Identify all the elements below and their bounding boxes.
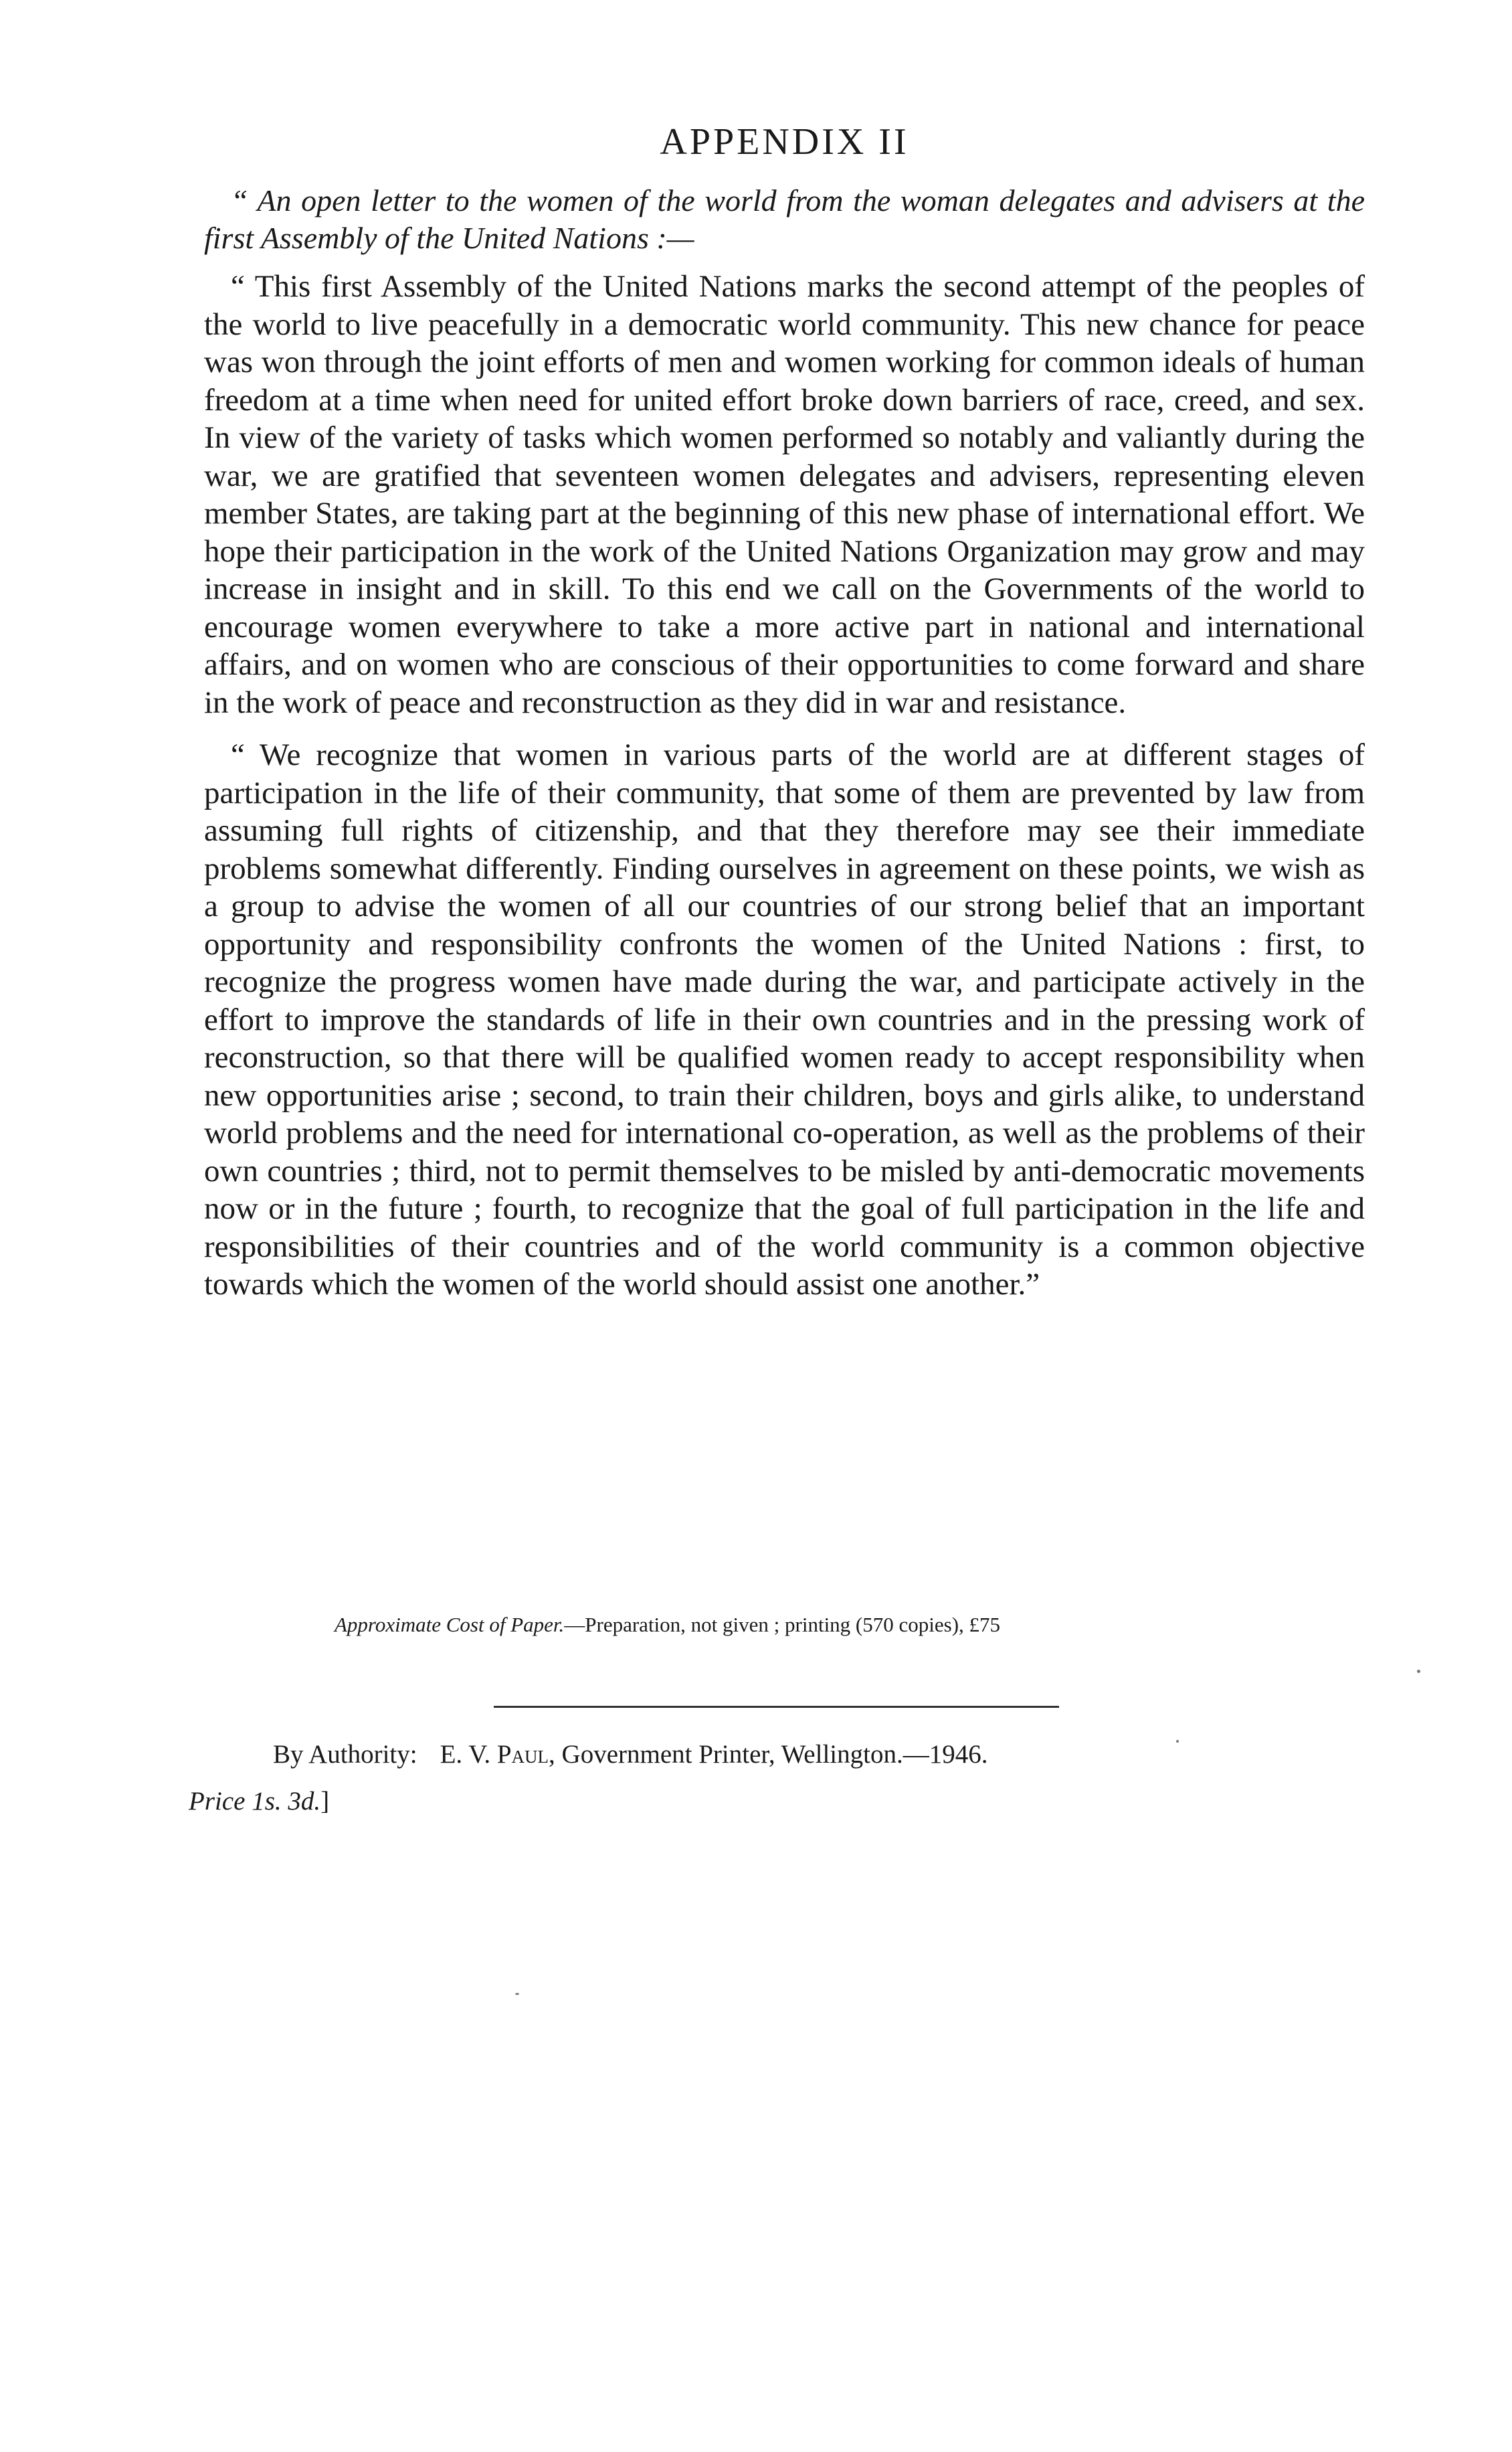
appendix-heading: APPENDIX II	[660, 121, 909, 163]
printer-name: E. V. Paul,	[440, 1740, 555, 1769]
document-body	[204, 120, 1365, 1318]
cost-of-paper-note	[335, 1611, 1244, 1638]
scan-speck	[515, 1993, 519, 1995]
cost-label: Approximate Cost of Paper.	[335, 1613, 565, 1636]
letter-intro: “ An open letter to the women of the world from the woman delegates and advisers at the first Assembly of the United Nations :—	[204, 183, 1365, 255]
letter-paragraph-2: “ We recognize that women in various parts of the world are at different stages of participation in the life of their community, that some of them are prevented by law from assuming full rights of citizenship, and that they therefore may see their immediate problems somewhat differently. Finding ourselves in agreement on these points, we wish as a group to advise the women of all our countries of our strong belief that an important opportunity and responsibility confronts the women of the United Nations : first, to recognize the progress women have made during the war, and participate actively in the effort to improve the standards of life in their own countries and in the pressing work of reconstruction, so that there will be qualified women ready to accept responsibility when new opportunities arise ; second, to train their children, boys and girls alike, to understand world problems and the need for international co-operation, as well as the problems of their own countries ; third, not to permit themselves to be misled by anti-democratic movements now or in the future ; fourth, to recognize that the goal of full participation in the life and responsibilities of their countries and of the world community is a common objective towards which the women of the world should assist one another.”	[204, 737, 1365, 1302]
scan-speck	[1417, 1670, 1420, 1673]
letter-paragraph-1: “ This first Assembly of the United Nations marks the second attempt of the peoples of the world to live peacefully in a democratic world community. This new chance for peace was won through the joint efforts of men and women working for common ideals of human freedom at a time when need for united effort broke down barriers of race, creed, and sex. In view of the variety of tasks which women performed so notably and valiantly during the war, we are gratified that seventeen women delegates and advisers, representing eleven member States, are taking part at the beginning of this new phase of international effort. We hope their participation in the work of the United Nations Organization may grow and may increase in insight and in skill. To this end we call on the Governments of the world to encourage women everywhere to take a more active part in national and international affairs, and on women who are conscious of their opportunities to come forward and share in the work of peace and reconstruction as they did in war and resistance.	[204, 269, 1365, 720]
printer-authority	[273, 1739, 1343, 1771]
printer-detail: Government Printer, Wellington.—1946.	[561, 1740, 988, 1769]
price-note	[189, 1785, 329, 1818]
price-label: Price 1s. 3d.	[189, 1787, 321, 1816]
authority-label: By Authority:	[273, 1740, 417, 1769]
footer-divider	[494, 1706, 1059, 1708]
cost-text: —Preparation, not given ; printing (570 copies), £75	[564, 1613, 1001, 1636]
scan-speck	[1176, 1740, 1179, 1743]
price-bracket: ]	[320, 1787, 330, 1816]
